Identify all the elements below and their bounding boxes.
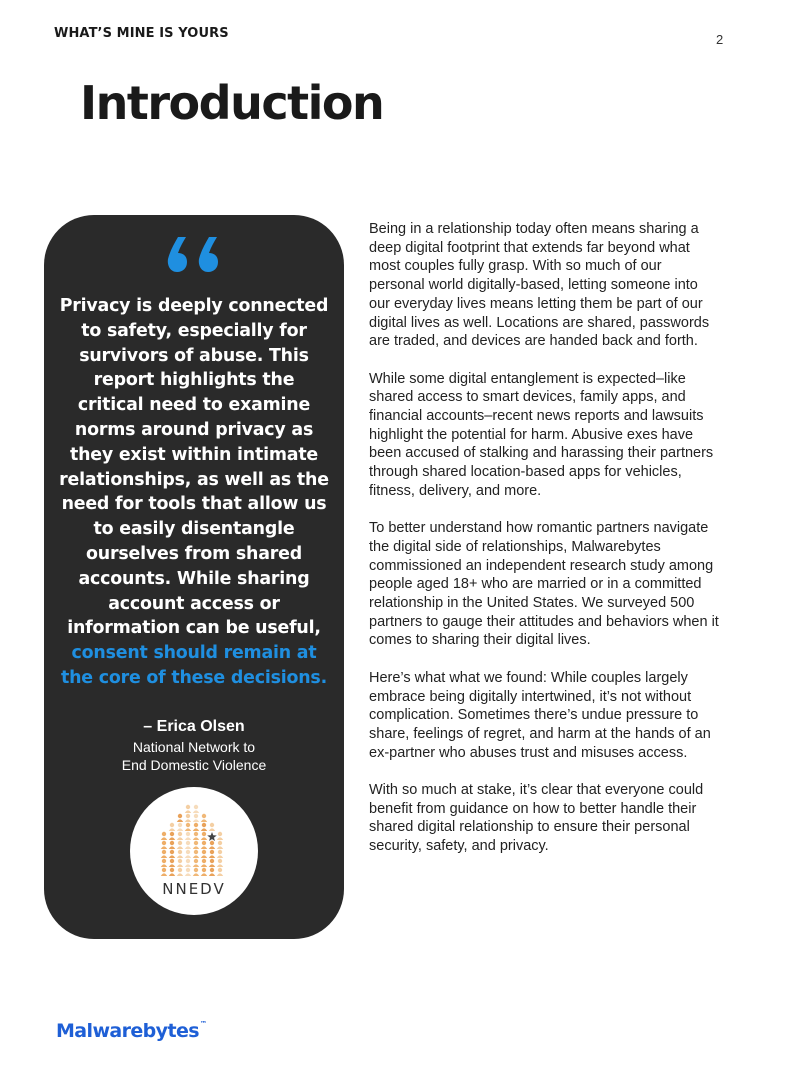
logo-person-head [178, 850, 182, 854]
logo-person-head [162, 859, 166, 863]
logo-person-head [162, 850, 166, 854]
logo-person-body [177, 837, 183, 840]
logo-person-body [193, 819, 199, 822]
logo-person-head [170, 841, 174, 845]
logo-person-head [202, 868, 206, 872]
logo-person-body [169, 837, 175, 840]
logo-person-body [217, 864, 223, 867]
logo-person-body [193, 864, 199, 867]
logo-person-head [194, 805, 198, 809]
logo-person-body [161, 846, 167, 849]
logo-person-head [178, 841, 182, 845]
logo-person-body [193, 846, 199, 849]
logo-person-body [201, 819, 207, 822]
logo-person-body [193, 828, 199, 831]
logo-person-body [193, 855, 199, 858]
logo-person-head [186, 832, 190, 836]
nnedv-logo [130, 787, 258, 915]
logo-person-body [217, 846, 223, 849]
trademark-mark: ™ [199, 1020, 207, 1028]
logo-person-body [161, 864, 167, 867]
logo-person-body [169, 828, 175, 831]
logo-person-body [185, 864, 191, 867]
logo-person-head [170, 868, 174, 872]
logo-person-head [186, 850, 190, 854]
logo-person-body [169, 846, 175, 849]
body-paragraph: With so much at stake, it’s clear that everyone could benefit from guidance on how to better handle their shared digital relationship to ensure their personal security, safety, and privacy. [369, 782, 704, 855]
logo-person-head [218, 832, 222, 836]
logo-person-head [194, 850, 198, 854]
logo-person-head [194, 868, 198, 872]
logo-person-head [210, 868, 214, 872]
logo-person-head [202, 841, 206, 845]
malwarebytes-logo [56, 1020, 206, 1042]
logo-person-body [193, 837, 199, 840]
logo-person-body [185, 855, 191, 858]
logo-person-body [161, 855, 167, 858]
logo-person-body [161, 837, 167, 840]
logo-person-body [177, 846, 183, 849]
logo-person-body [201, 864, 207, 867]
logo-person-body [177, 864, 183, 867]
pull-quote-card [44, 215, 344, 939]
logo-person-head [170, 832, 174, 836]
logo-person-head [202, 850, 206, 854]
logo-person-head [202, 832, 206, 836]
logo-person-head [194, 814, 198, 818]
logo-person-head [170, 859, 174, 863]
logo-person-body [185, 846, 191, 849]
logo-person-head [218, 850, 222, 854]
running-header-title: WHAT’S MINE IS YOURS [54, 26, 229, 41]
logo-person-body [193, 873, 199, 876]
logo-person-head [170, 823, 174, 827]
logo-person-head [202, 814, 206, 818]
logo-person-body [185, 810, 191, 813]
logo-person-body [185, 837, 191, 840]
logo-person-head [186, 814, 190, 818]
logo-person-head [162, 841, 166, 845]
logo-person-body [209, 846, 215, 849]
body-paragraph: To better understand how romantic partners navigate the digital side of relationships, Malwarebytes commissioned an independent research study among people aged 18+ who are married or in a committed relationship in the United States. We surveyed 500 partners to gauge their attitudes and behaviors when it comes to sharing their digital lives. [369, 520, 719, 649]
page-number: 2 [716, 32, 724, 47]
quote-text-highlight: consent should remain at the core of these decisions. [61, 643, 327, 688]
body-paragraph: While some digital entanglement is expected–like shared access to smart devices, family apps, and financial accounts–recent news reports and lawsuits highlight the potential for harm. Abusive exes have been accused of stalking and harassing their partners through shared location-based apps for vehicles, fitness, delivery, and more. [369, 370, 714, 499]
logo-person-body [209, 873, 215, 876]
body-paragraph: Being in a relationship today often means sharing a deep digital footprint that extends far beyond what most couples fully grasp. With so much of our personal world digitally-based, letting someone into our everyday lives means letting them be part of our digital lives as well. Locations are shared, passwords are traded, and devices are handed back and forth. [369, 221, 710, 350]
logo-person-body [201, 873, 207, 876]
logo-person-body [185, 873, 191, 876]
logo-person-head [178, 814, 182, 818]
logo-person-head [186, 859, 190, 863]
logo-person-body [201, 828, 207, 831]
quote-text-main: Privacy is deeply connected to safety, especially for survivors of abuse. This report highlights the critical need to examine norms around privacy as they exist within intimate relationships, as well as the need for tools that allow us to easily disentangle ourselves from shared accounts. While sharing account access or information can be useful, [59, 296, 329, 639]
logo-person-body [209, 828, 215, 831]
logo-person-head [186, 805, 190, 809]
logo-star-icon [207, 832, 217, 841]
logo-person-head [178, 859, 182, 863]
logo-person-head [218, 868, 222, 872]
logo-person-head [194, 859, 198, 863]
logo-person-body [209, 855, 215, 858]
logo-person-head [194, 823, 198, 827]
logo-person-head [210, 850, 214, 854]
logo-person-head [202, 823, 206, 827]
logo-person-body [169, 855, 175, 858]
quote-author: – Erica Olsen [143, 718, 245, 735]
logo-person-head [162, 868, 166, 872]
logo-person-head [178, 868, 182, 872]
logo-person-head [202, 859, 206, 863]
page-title: Introduction [80, 76, 384, 130]
nnedv-logo-text: NNEDV [162, 880, 226, 898]
logo-person-body [201, 855, 207, 858]
logo-person-body [177, 873, 183, 876]
logo-person-head [210, 841, 214, 845]
logo-person-body [169, 864, 175, 867]
logo-person-body [177, 819, 183, 822]
logo-person-head [186, 841, 190, 845]
brand-name: Malwarebytes [56, 1020, 199, 1042]
logo-person-head [170, 850, 174, 854]
logo-person-head [194, 841, 198, 845]
logo-person-body [185, 828, 191, 831]
logo-person-body [201, 837, 207, 840]
logo-person-body [185, 819, 191, 822]
logo-person-head [218, 841, 222, 845]
quote-organization-line-2: End Domestic Violence [121, 757, 267, 773]
body-text [369, 220, 721, 875]
logo-person-body [177, 828, 183, 831]
logo-person-head [178, 832, 182, 836]
body-paragraph: Here’s what what we found: While couples largely embrace being digitally intertwined, it’s not without complication. Sometimes there’s undue pressure to share, feelings of regret, and harm at the hands of an ex-partner who abuses trust and misuses access. [369, 669, 711, 761]
quote-text [58, 294, 330, 691]
quote-organization [44, 738, 344, 774]
logo-person-body [161, 873, 167, 876]
logo-person-head [218, 859, 222, 863]
logo-person-head [162, 832, 166, 836]
logo-person-head [210, 823, 214, 827]
logo-person-head [186, 823, 190, 827]
logo-person-body [217, 855, 223, 858]
logo-person-head [186, 868, 190, 872]
logo-person-head [194, 832, 198, 836]
logo-person-head [178, 823, 182, 827]
logo-person-body [177, 855, 183, 858]
logo-person-head [210, 859, 214, 863]
logo-person-body [193, 810, 199, 813]
logo-person-body [217, 873, 223, 876]
logo-person-body [201, 846, 207, 849]
logo-person-body [217, 837, 223, 840]
double-quote-icon [44, 233, 344, 275]
quote-organization-line-1: National Network to [132, 739, 256, 755]
logo-person-body [169, 873, 175, 876]
logo-person-body [209, 864, 215, 867]
